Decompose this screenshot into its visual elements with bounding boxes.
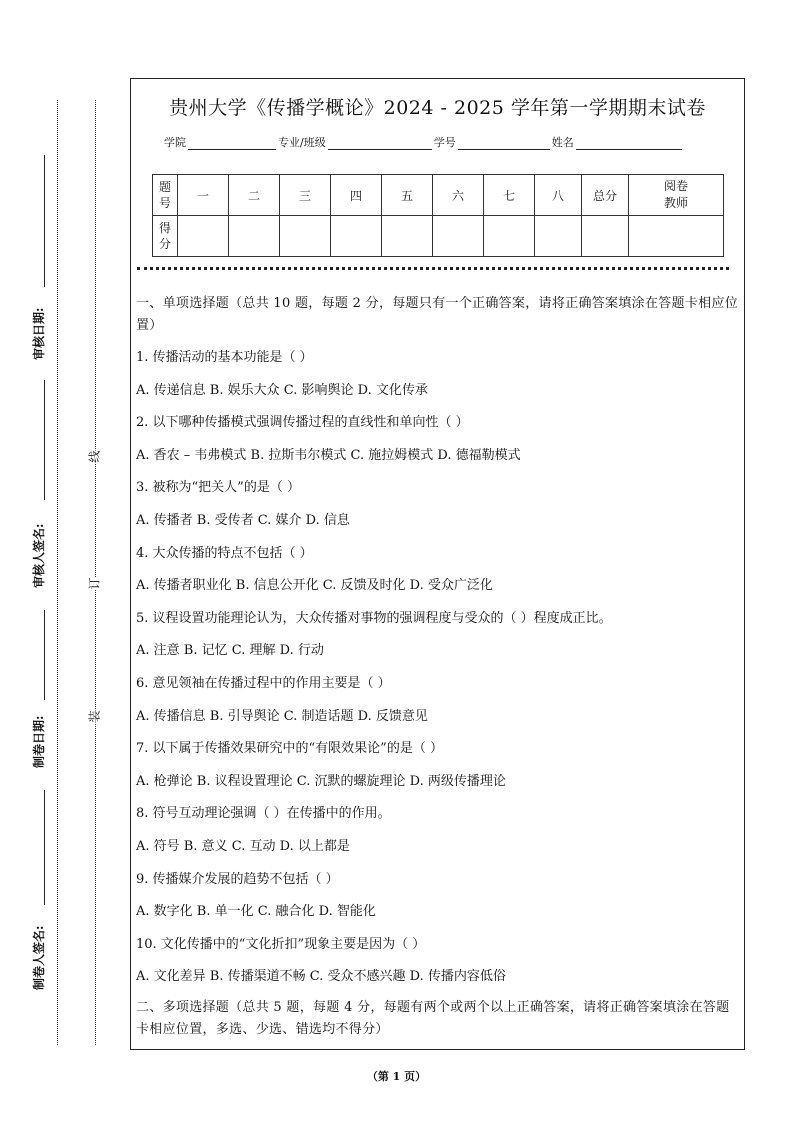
signature-line — [44, 610, 45, 700]
table-row — [153, 216, 724, 257]
question-options: A. 传播者 B. 受传者 C. 媒介 D. 信息 — [136, 512, 350, 528]
question-stem: 1. 传播活动的基本功能是（ ） — [136, 350, 313, 365]
score-table-cell — [629, 175, 724, 216]
binding-char-xian: 线 — [87, 450, 102, 463]
question-options: A. 数字化 B. 单一化 C. 融合化 D. 智能化 — [136, 904, 376, 920]
question-options: A. 传递信息 B. 娱乐大众 C. 影响舆论 D. 文化传承 — [136, 382, 428, 398]
score-input-cell[interactable] — [331, 216, 382, 257]
score-table-header-cell — [153, 175, 178, 216]
binding-dotted-line — [57, 100, 58, 1045]
score-table-cell: 八 — [535, 175, 582, 216]
student-id-blank[interactable] — [458, 137, 550, 150]
exam-frame — [130, 78, 745, 1050]
table-label: 阅卷 教师 — [663, 179, 688, 210]
margin-label-review-date: 审核日期: — [32, 307, 46, 360]
exam-title: 贵州大学《传播学概论》2024 - 2025 学年第一学期期末试卷 — [169, 97, 706, 119]
question-stem: 4. 大众传播的特点不包括（ ） — [136, 545, 313, 561]
question-stem: 6. 意见领袖在传播过程中的作用主要是（ ） — [136, 675, 391, 691]
margin-label-reviewer-signature: 审核人签名: — [32, 523, 46, 588]
question-options: A. 香农 – 韦弗模式 B. 拉斯韦尔模式 C. 施拉姆模式 D. 德福勒模式 — [136, 447, 521, 463]
margin-label-setter-signature: 制卷人签名: — [32, 925, 46, 990]
question-stem: 2. 以下哪种传播模式强调传播过程的直线性和单向性（ ） — [136, 415, 469, 431]
score-input-cell[interactable] — [484, 216, 535, 257]
name-blank[interactable] — [576, 137, 682, 150]
score-input-cell[interactable] — [582, 216, 629, 257]
score-input-cell[interactable] — [629, 216, 724, 257]
question-options: A. 注意 B. 记忆 C. 理解 D. 行动 — [136, 643, 324, 659]
signature-line — [44, 380, 45, 500]
score-table-cell: 二 — [229, 175, 280, 216]
question-stem: 8. 符号互动理论强调（ ）在传播中的作用。 — [136, 806, 391, 822]
binding-char-zhuang: 装 — [87, 710, 102, 723]
question-options: A. 枪弹论 B. 议程设置理论 C. 沉默的螺旋理论 D. 两级传播理论 — [136, 773, 506, 789]
score-table-cell: 四 — [331, 175, 382, 216]
score-input-cell[interactable] — [178, 216, 229, 257]
separator-dotted-line — [137, 267, 729, 270]
binding-dotted-line — [95, 100, 96, 1045]
signature-line — [44, 790, 45, 905]
exam-content — [136, 293, 742, 1041]
question-list — [136, 347, 742, 999]
major-class-blank[interactable] — [328, 137, 432, 150]
section2-heading: 二、多项选择题（总共 5 题，每题 4 分，每题有两个或两个以上正确答案，请将正确答案填涂在答题卡相应位置，多选、少选、错选均不得分） — [136, 999, 730, 1037]
score-input-cell[interactable] — [433, 216, 484, 257]
question-options: A. 传播信息 B. 引导舆论 C. 制造话题 D. 反馈意见 — [136, 708, 428, 724]
question-options: A. 传播者职业化 B. 信息公开化 C. 反馈及时化 D. 受众广泛化 — [136, 578, 493, 594]
score-table-cell: 总分 — [582, 175, 629, 216]
margin-label-setting-date: 制卷日期: — [32, 715, 46, 768]
page-number: （第 1 页） — [366, 1070, 427, 1083]
student-info-row — [164, 134, 684, 150]
score-table-cell: 七 — [484, 175, 535, 216]
score-input-cell[interactable] — [229, 216, 280, 257]
table-label: 题 号 — [158, 180, 171, 210]
section1-heading: 一、单项选择题（总共 10 题，每题 2 分，每题只有一个正确答案，请将正确答案填涂在答题卡相应位置） — [136, 296, 739, 333]
field-label-college: 学院 — [164, 136, 186, 149]
college-blank[interactable] — [188, 137, 276, 150]
signature-line — [44, 155, 45, 287]
question-stem: 10. 文化传播中的“文化折扣”现象主要是因为（ ） — [136, 936, 426, 952]
score-input-cell[interactable] — [535, 216, 582, 257]
score-table-header-cell — [153, 216, 178, 257]
question-stem: 3. 被称为“把关人”的是（ ） — [136, 480, 300, 496]
score-input-cell[interactable] — [382, 216, 433, 257]
score-table-cell: 一 — [178, 175, 229, 216]
question-options: A. 符号 B. 意义 C. 互动 D. 以上都是 — [136, 838, 350, 854]
question-stem: 9. 传播媒介发展的趋势不包括（ ） — [136, 871, 339, 887]
field-label-name: 姓名 — [551, 136, 574, 149]
table-row — [153, 175, 724, 216]
question-options: A. 文化差异 B. 传播渠道不畅 C. 受众不感兴趣 D. 传播内容低俗 — [136, 969, 506, 985]
score-table — [152, 174, 724, 257]
score-table-cell: 五 — [382, 175, 433, 216]
score-table-cell: 六 — [433, 175, 484, 216]
score-table-cell: 三 — [280, 175, 331, 216]
score-input-cell[interactable] — [280, 216, 331, 257]
field-label-student-id: 学号 — [433, 136, 456, 149]
question-stem: 7. 以下属于传播效果研究中的“有限效果论”的是（ ） — [136, 741, 443, 757]
field-label-major-class: 专业/班级 — [278, 136, 326, 149]
binding-char-ding: 订 — [87, 577, 102, 590]
table-label: 得 分 — [158, 221, 171, 251]
question-stem: 5. 议程设置功能理论认为，大众传播对事物的强调程度与受众的（ ）程度成正比。 — [136, 610, 612, 626]
